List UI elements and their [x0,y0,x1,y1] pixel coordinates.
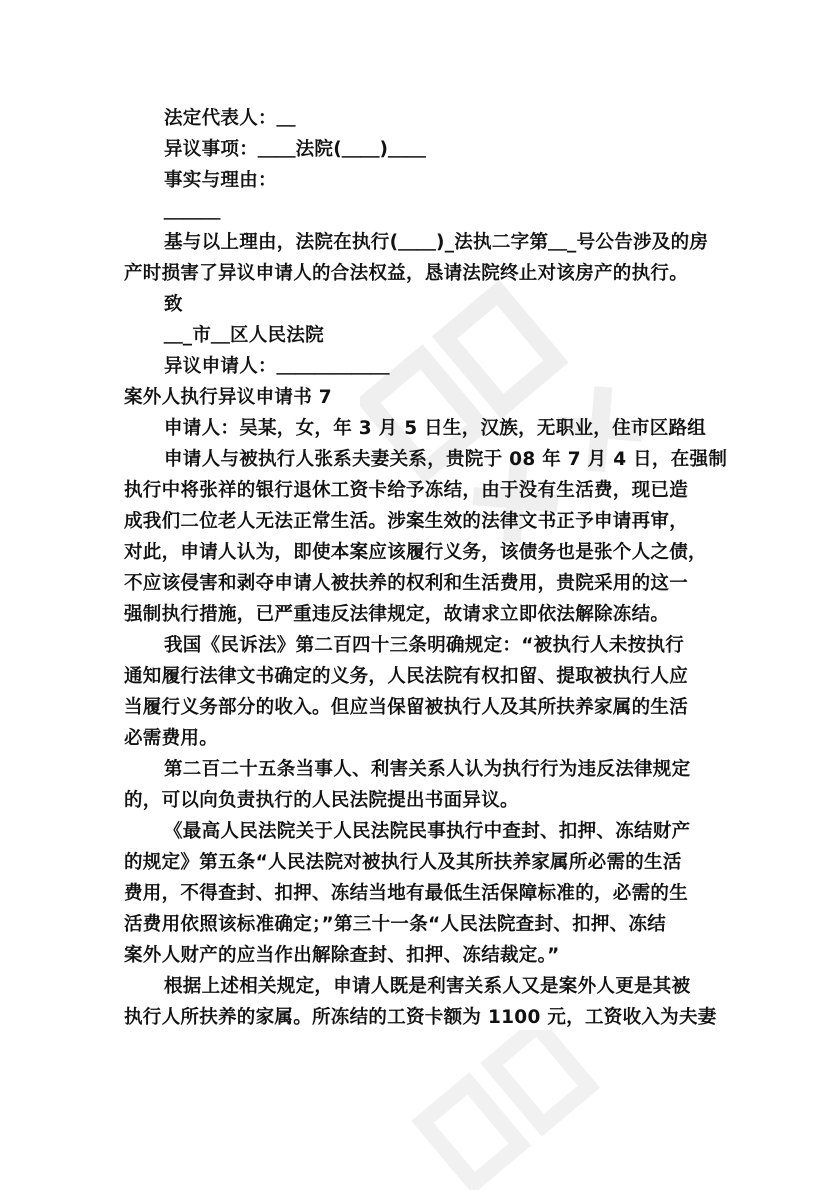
court-name-line: ＿_市＿区人民法院 [164,325,324,346]
legal-representative-line: 法定代表人：＿ [164,108,296,129]
paragraph-4-line-2: 的规定》第五条“人民法院对被执行人及其所扶养家属所必需的生活 [124,852,682,873]
conclusion-line-1: 基与以上理由，法院在执行(＿＿)_法执二字第＿_号公告涉及的房 [164,232,709,253]
facts-reason-heading: 事实与理由： [164,170,277,191]
paragraph-1-line-3: 成我们二位老人无法正常生活。涉案生效的法律文书正予申请再审， [124,511,689,532]
paragraph-2-line-4: 必需费用。 [124,728,219,749]
paragraph-4-line-1: 《最高人民法院关于人民法院民事执行中查封、扣押、冻结财产 [164,821,691,842]
paragraph-5-line-2: 执行人所扶养的家属。所冻结的工资卡额为 1100 元，工资收入为夫妻 [124,1007,717,1028]
paragraph-1-line-2: 执行中将张祥的银行退休工资卡给予冻结，由于没有生活费，现已造 [124,480,689,501]
paragraph-1-line-1: 申请人与被执行人张系夫妻关系，贵院于 08 年 7 月 4 日，在强制 [164,449,728,470]
salutation-to: 致 [164,294,183,315]
paragraph-4-line-4: 活费用依照该标准确定；”第三十一条“人民法院查封、扣押、冻结 [124,914,667,935]
paragraph-4-line-3: 费用，不得查封、扣押、冻结当地有最低生活保障标准的，必需的生 [124,883,689,904]
document-body [124,103,728,1033]
watermark-logo-bottom [380,1030,680,1190]
paragraph-3-line-2: 的，可以向负责执行的人民法院提出书面异议。 [124,790,519,811]
document-title: 案外人执行异议申请书 7 [124,387,332,408]
blank-fill-line: ＿＿＿ [164,201,221,222]
paragraph-2-line-3: 当履行义务部分的收入。但应当保留被执行人及其所扶养家属的生活 [124,697,689,718]
paragraph-2-line-2: 通知履行法律文书确定的义务，人民法院有权扣留、提取被执行人应 [124,666,689,687]
applicant-info-line: 申请人：吴某，女，年 3 月 5 日生，汉族，无职业，住市区路组 [164,418,707,439]
paragraph-5-line-1: 根据上述相关规定，申请人既是利害关系人又是案外人更是其被 [164,976,691,997]
applicant-signature-line: 异议申请人：＿＿＿＿＿＿ [164,356,390,377]
conclusion-line-2: 产时损害了异议申请人的合法权益，恳请法院终止对该房产的执行。 [124,263,689,284]
paragraph-1-line-5: 不应该侵害和剥夺申请人被扶养的权利和生活费用，贵院采用的这一 [124,573,689,594]
paragraph-3-line-1: 第二百二十五条当事人、利害关系人认为执行行为违反法律规定 [164,759,691,780]
paragraph-1-line-6: 强制执行措施，已严重违反法律规定，故请求立即依法解除冻结。 [124,604,670,625]
paragraph-2-line-1: 我国《民诉法》第二百四十三条明确规定：“被执行人未按执行 [164,635,685,656]
objection-item-line: 异议事项：＿＿法院(＿＿)＿＿ [164,139,426,160]
paragraph-1-line-4: 对此，申请人认为，即使本案应该履行义务，该债务也是张个人之债， [124,542,707,563]
paragraph-4-line-5: 案外人财产的应当作出解除查封、扣押、冻结裁定。” [124,945,560,966]
